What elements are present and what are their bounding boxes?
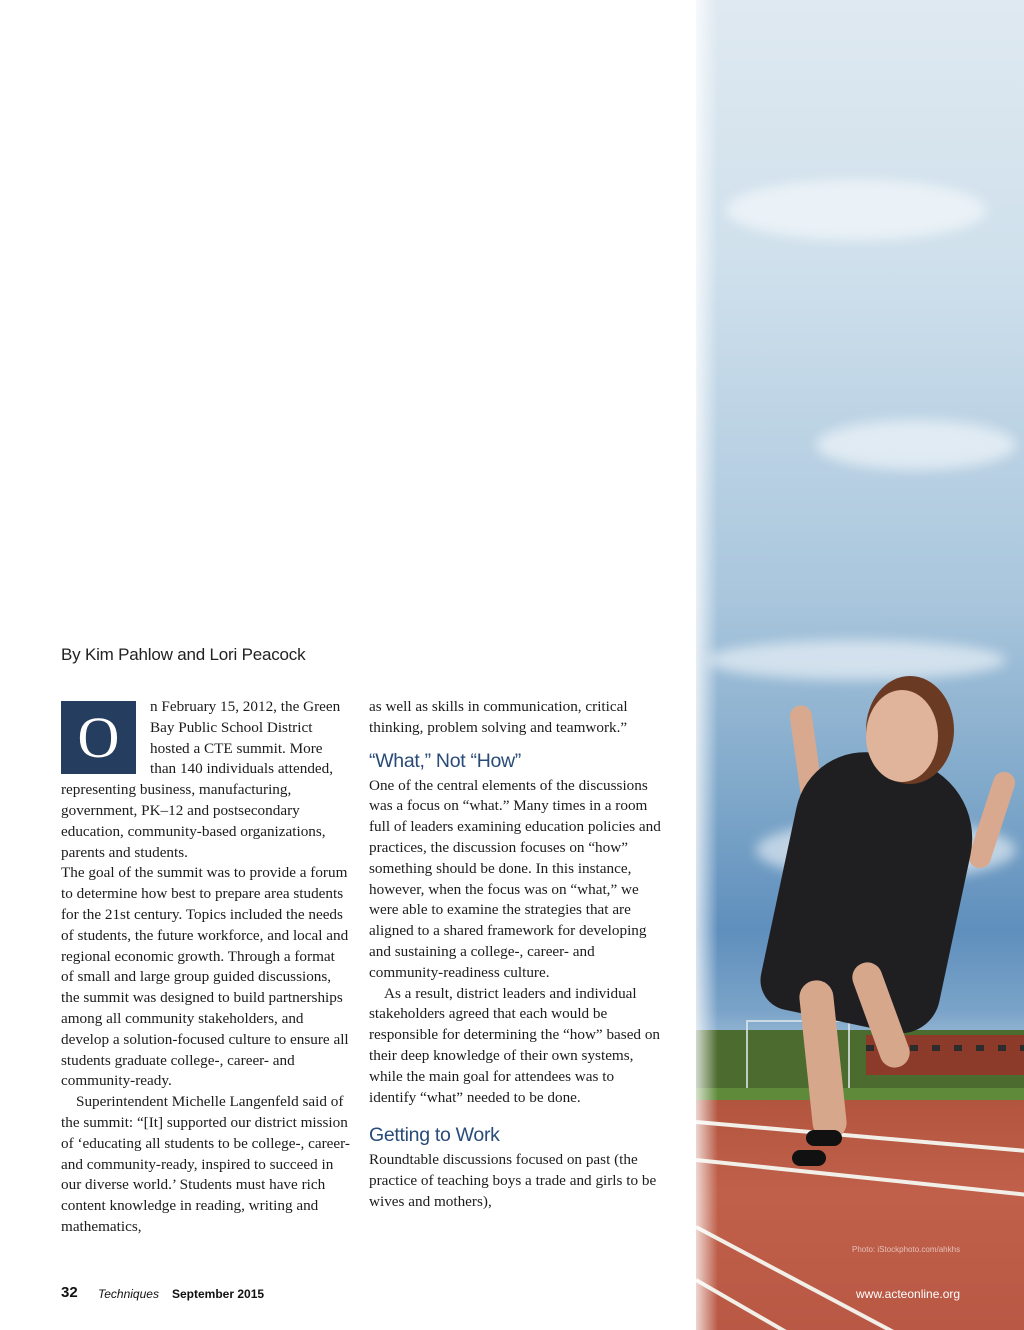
runner-photo: [696, 0, 1024, 1330]
photo-edge-glow: [696, 0, 718, 1330]
lane-line: [696, 1225, 997, 1330]
cloud-shape: [706, 640, 1006, 680]
publication-name: Techniques: [98, 1287, 159, 1301]
section-heading: Getting to Work: [369, 1124, 500, 1147]
article-column-left: [61, 697, 351, 1238]
paragraph: Roundtable discussions focused on past (the practice of teaching boys a trade and girls to be wives and mothers),: [369, 1151, 657, 1210]
byline: By Kim Pahlow and Lori Peacock: [61, 645, 306, 664]
footer-url[interactable]: www.acteonline.org: [856, 1287, 961, 1301]
issue-date: September 2015: [172, 1287, 265, 1301]
paragraph: The goal of the summit was to provide a forum to determine how best to prepare area students for the 21st century. Topics included the needs of students, the future workforce, and local and regional economic growth. Through a format of small and large group guided discussions, the summit was designed to build partnerships among all community stakeholders, and develop a solution-focused culture to ensure all students graduate college-, career- and community-ready.: [61, 864, 349, 1090]
photo-credit: Photo: iStockphoto.com/ahkhs: [852, 1245, 961, 1254]
runner-shoe: [806, 1130, 842, 1146]
lane-line: [696, 1120, 1024, 1154]
section-heading: “What,” Not “How”: [369, 749, 521, 772]
dropcap: O: [61, 701, 136, 774]
lane-line: [696, 1158, 1024, 1200]
cloud-shape: [816, 420, 1016, 470]
runner-head: [866, 690, 938, 782]
article-column-right: [369, 697, 661, 1213]
paragraph: as well as skills in communication, critical thinking, problem solving and teamwork.”: [369, 698, 628, 736]
cloud-shape: [726, 180, 986, 240]
page-number: 32: [61, 1284, 78, 1301]
runner-shoe: [792, 1150, 826, 1166]
paragraph: As a result, district leaders and individual stakeholders agreed that each would be responsible for determining the “how” based on their deep knowledge of their own systems, while the main goal for attendees was to identify “what” needed to be done.: [369, 984, 661, 1106]
paragraph-text: n February 15, 2012, the Green Bay Public School District hosted a CTE summit. More than 140 individuals attended, representing business, manufacturing, government, PK–12 and postsecondary education, community-based organizations, parents and students.: [61, 698, 341, 861]
paragraph: Superintendent Michelle Langenfeld said of the summit: “[It] supported our district mission of ‘educating all students to be college-, career- and community-ready, inspired to succeed in our diverse world.’ Students must have rich content knowledge in reading, writing and mathematics,: [61, 1093, 350, 1235]
paragraph: [61, 697, 351, 863]
paragraph: One of the central elements of the discussions was a focus on “what.” Many times in a room full of leaders examining education policies and practices, the discussion focuses on “how” something should be done. In this instance, however, when the focus was on “what,” we were able to examine the strategies that are aligned to a shared framework for developing and sustaining a college-, career- and community-readiness culture.: [369, 776, 661, 981]
